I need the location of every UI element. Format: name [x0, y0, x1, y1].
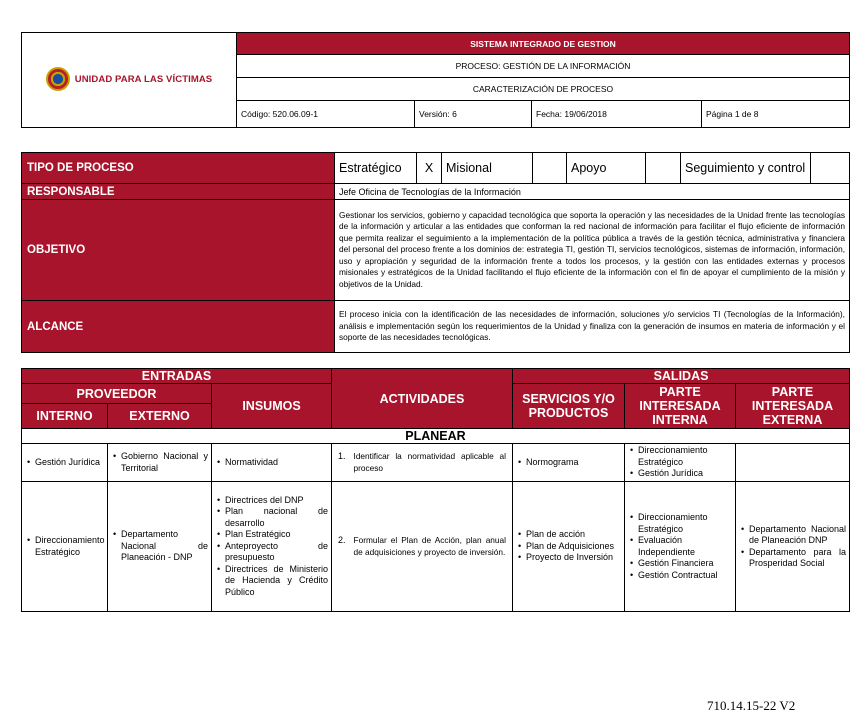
document-version: Versión: 6 — [415, 101, 532, 128]
list-item: • Gestión Financiera — [628, 558, 732, 570]
list-item: • Evaluación Independiente — [628, 535, 732, 558]
list-item: • Normograma — [516, 457, 621, 469]
option-apoyo: Apoyo — [567, 153, 646, 184]
proveedor-header: PROVEEDOR — [22, 384, 212, 404]
document-footer-code: 710.14.15-22 V2 — [707, 698, 796, 713]
table-row — [22, 482, 850, 612]
characterization-title: CARACTERIZACIÓN DE PROCESO — [237, 78, 850, 101]
list-item: • Gobierno Nacional y Territorial — [111, 451, 208, 474]
row1-parte-interna — [625, 444, 736, 482]
logo-text: UNIDAD PARA LAS VÍCTIMAS — [74, 73, 213, 85]
list-item: • Proyecto de Inversión — [516, 552, 621, 564]
row1-actividad — [332, 444, 513, 482]
responsable-value: Jefe Oficina de Tecnologías de la Información — [335, 184, 850, 200]
row2-servicios — [513, 482, 625, 612]
alcance-label: ALCANCE — [22, 301, 335, 353]
objetivo-label: OBJETIVO — [22, 200, 335, 301]
apoyo-mark — [646, 153, 681, 184]
alcance-value: El proceso inicia con la identificación de las necesidades de información, soluciones y/o servicios TI (Tecnologías de la Información), análisis e implementación según los requerimientos de la Unidad y finaliza con la generación de insumos en materia de información y el soporte de las necesidades tecnológicas. — [335, 301, 850, 353]
list-item: • Departamento Nacional de Planeación - DNP — [111, 529, 208, 564]
phase-planear: PLANEAR — [22, 429, 850, 444]
externo-header: EXTERNO — [108, 404, 212, 429]
estrategico-mark: X — [417, 153, 442, 184]
colombia-seal-icon — [46, 67, 70, 91]
activity-number: 2. — [338, 535, 346, 545]
document-header — [21, 32, 850, 128]
document-date: Fecha: 19/06/2018 — [532, 101, 702, 128]
parte-externa-header: PARTE INTERESADA EXTERNA — [736, 384, 850, 429]
table-row — [22, 444, 850, 482]
list-item: • Direccionamiento Estratégico — [628, 512, 732, 535]
row1-servicios — [513, 444, 625, 482]
activity-number: 1. — [338, 451, 346, 461]
list-item: • Plan de acción — [516, 529, 621, 541]
servicios-header: SERVICIOS Y/O PRODUCTOS — [513, 384, 625, 429]
process-title: PROCESO: GESTIÓN DE LA INFORMACIÓN — [237, 55, 850, 78]
entradas-header: ENTRADAS — [22, 369, 332, 384]
row2-externo — [108, 482, 212, 612]
list-item: • Anteproyecto de presupuesto — [215, 541, 328, 564]
objetivo-value: Gestionar los servicios, gobierno y capacidad tecnológica que soporta la operación y las necesidades de la Unidad frente las tecnologías de la información y articular a las entidades que conforman la red nacional de información para facilitar el flujo eficiente de información que permita realizar el seguimiento a la implementación de la política pública a través de la gestión técnica, administrativa y financiera del personal del proceso frente a los dominios de: estrategia TI, gestión TI, servicios tecnológicos, sistemas de información, información, uso y apropiación y seguridad de la información frente a todos los procesos, y la gestión con las entidades externas y procesos misionales y estratégicos de la Unidad facilitando el flujo eficiente de la información con el fin de apoyar el cumplimiento de la misión y objetivos de la Unidad. — [335, 200, 850, 301]
row1-interno — [22, 444, 108, 482]
actividades-header: ACTIVIDADES — [332, 369, 513, 429]
planear-table — [21, 368, 850, 612]
seguimiento-mark — [811, 153, 850, 184]
activity-text: Identificar la normatividad aplicable al proceso — [353, 451, 506, 473]
list-item: • Plan nacional de desarrollo — [215, 506, 328, 529]
list-item: • Plan Estratégico — [215, 529, 328, 541]
salidas-header: SALIDAS — [513, 369, 850, 384]
activity-text: Formular el Plan de Acción, plan anual de adquisiciones y proyecto de inversión. — [353, 535, 506, 557]
list-item: • Departamento para la Prosperidad Social — [739, 547, 846, 570]
row2-insumos — [212, 482, 332, 612]
document-code: Código: 520.06.09-1 — [237, 101, 415, 128]
list-item: • Departamento Nacional de Planeación DNP — [739, 524, 846, 547]
option-estrategico: Estratégico — [335, 153, 417, 184]
list-item: • Directrices de Ministerio de Hacienda y Crédito Público — [215, 564, 328, 599]
list-item: • Gestión Jurídica — [628, 468, 732, 480]
option-misional: Misional — [442, 153, 533, 184]
misional-mark — [533, 153, 567, 184]
row2-parte-externa — [736, 482, 850, 612]
list-item: • Direccionamiento Estratégico — [25, 535, 104, 558]
row2-interno — [22, 482, 108, 612]
list-item: • Gestión Contractual — [628, 570, 732, 582]
list-item: • Directrices del DNP — [215, 495, 328, 507]
row1-insumos — [212, 444, 332, 482]
row1-parte-externa — [736, 444, 850, 482]
logo-cell — [22, 33, 237, 128]
row2-parte-interna — [625, 482, 736, 612]
row1-externo — [108, 444, 212, 482]
tipo-proceso-label: TIPO DE PROCESO — [22, 153, 335, 184]
insumos-header: INSUMOS — [212, 384, 332, 429]
parte-interna-header: PARTE INTERESADA INTERNA — [625, 384, 736, 429]
list-item: • Normatividad — [215, 457, 328, 469]
responsable-label: RESPONSABLE — [22, 184, 335, 200]
system-title: SISTEMA INTEGRADO DE GESTION — [237, 33, 850, 55]
document-page: Página 1 de 8 — [702, 101, 850, 128]
list-item: • Direccionamiento Estratégico — [628, 445, 732, 468]
row2-actividad — [332, 482, 513, 612]
process-info-table — [21, 152, 850, 353]
interno-header: INTERNO — [22, 404, 108, 429]
list-item: • Plan de Adquisiciones — [516, 541, 621, 553]
option-seguimiento: Seguimiento y control — [681, 153, 811, 184]
unidad-victimas-logo — [46, 67, 213, 91]
list-item: • Gestión Jurídica — [25, 457, 104, 469]
